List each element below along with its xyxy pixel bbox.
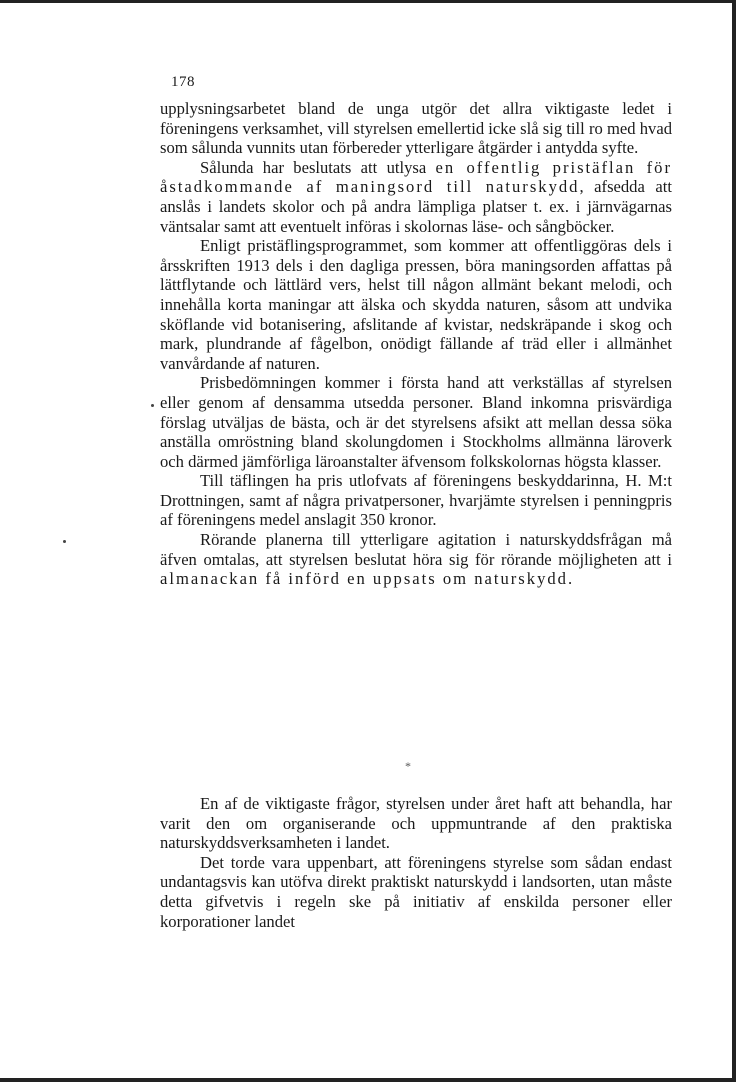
page-border-bottom [0,1078,736,1082]
page-border-top [0,0,736,3]
paragraph-agitation [160,530,672,589]
paragraph-prisbedomning: Prisbedömningen kommer i första hand att verkställas af styrelsen eller genom af densamma utsedda personer. Bland inkomna prisvärdiga förslag utväljas de bästa, och är det styrelsens afsikt att mellan dessa söka anställa omröstning bland skolungdomen i Stockholms allmänna läroverk och därmed jämförliga läroanstalter äfvensom folkskolornas högsta klasser. [160,373,672,471]
paragraph-viktigaste-fragor: En af de viktigaste frågor, styrelsen under året haft att behandla, har varit den om organiserande och uppmuntrande af den praktiska naturskyddsverksamheten i landet. [160,794,672,853]
text-block-after [160,794,672,931]
paragraph-pris: Till täflingen ha pris utlofvats af föreningens beskyddarinna, H. M:t Drottningen, samt af några privatpersoner, hvarjämte styrelsen i penningpris af föreningens medel anslagit 350 kronor. [160,471,672,530]
scan-speck [63,540,66,543]
page-border-right [732,0,736,1082]
paragraph-pristaflan [160,158,672,236]
paragraph-continued: upplysningsarbetet bland de unga utgör det allra viktigaste ledet i föreningens verksamhet, vill styrelsen emellertid icke slå sig till ro med hvad som sålunda vunnits utan förbereder ytterligare åtgärder i antydda syfte. [160,99,672,158]
paragraph-pristaflan-spaced: en offentlig pristäflan för åstadkommande af maningsord till naturskydd [160,157,672,197]
paragraph-pristaflan-post: , afsedda att anslås i landets skolor och på andra lämpliga platser t. ex. i järnvägarnas väntsalar samt att eventuelt införas i skolornas läse- och sångböcker. [160,177,672,236]
paragraph-pristaflan-pre: Sålunda har beslutats att utlysa [200,157,436,177]
scan-speck [151,404,154,407]
text-block-main [160,99,672,589]
section-separator: * [405,759,411,773]
paragraph-uppenbart: Det torde vara uppenbart, att föreningens styrelse som sådan endast undantagsvis kan utöfva direkt praktiskt naturskydd i landsorten, utan måste detta gifvetvis i regeln ske på initiativ af enskilda personer eller korporationer landet [160,852,672,931]
page-number: 178 [171,74,195,90]
paragraph-agitation-spaced: almanackan få införd en uppsats om naturskydd [160,569,568,589]
paragraph-agitation-post: . [567,569,573,589]
paragraph-agitation-pre: Rörande planerna till ytterligare agitation i naturskyddsfrågan må äfven omtalas, att styrelsen beslutat höra sig för rörande möjligheten att i [160,530,672,569]
paragraph-program: Enligt pristäflingsprogrammet, som kommer att offentliggöras dels i årsskriften 1913 dels i den dagliga pressen, böra maningsorden affattas på lättflytande och lättlärd vers, helst till någon allmänt bekant melodi, och innehålla korta maningar att älska och skydda naturen, såsom att undvika sköflande vid botanisering, afslitande af kvistar, nedskräpande i skog och mark, plundrande af fågelbon, onödigt fällande af träd eller i allmänhet vanvårdande af naturen. [160,236,672,373]
